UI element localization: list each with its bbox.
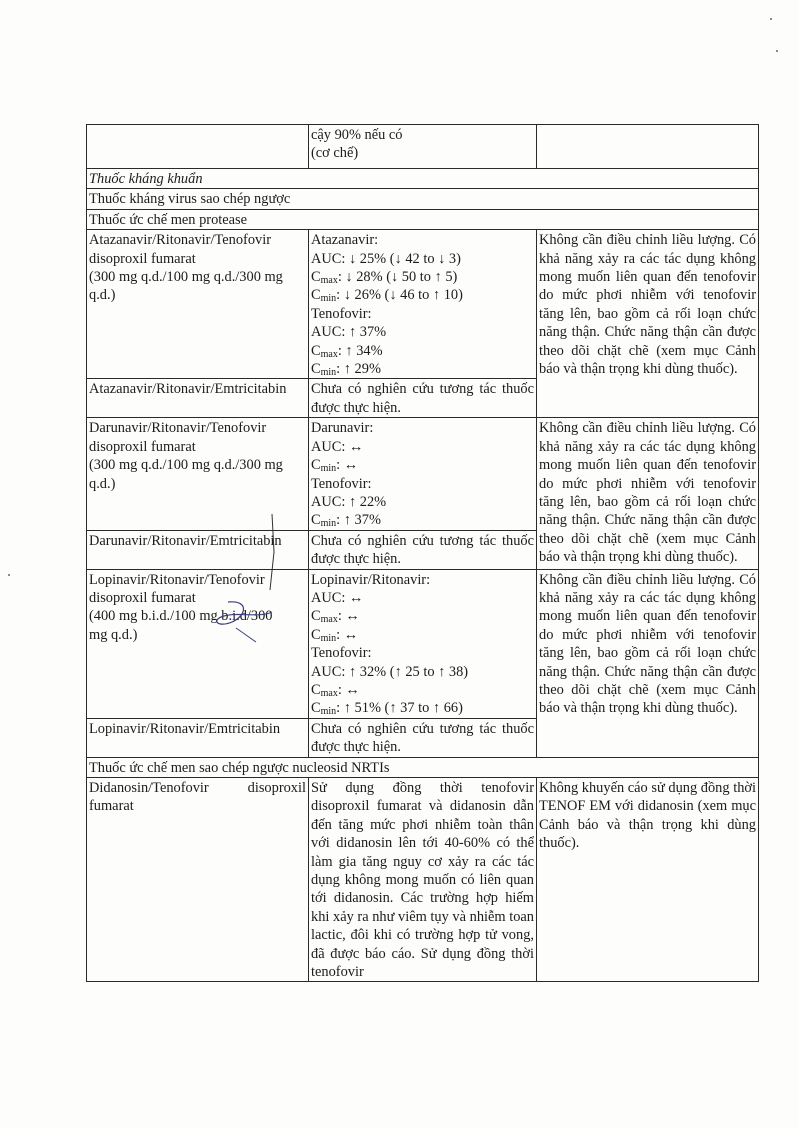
- drug-darunavir-ftc: Darunavir/Ritonavir/Emtricitabin: [87, 530, 309, 569]
- pk-subscript: min: [320, 367, 337, 379]
- pk-line: [311, 342, 534, 360]
- pk-label: Atazanavir:: [311, 232, 379, 249]
- table-row: [87, 125, 759, 169]
- table-row: [87, 778, 759, 982]
- drug-lopinavir-tdf: [87, 569, 309, 718]
- pk-label: Tenofovir:: [311, 475, 372, 492]
- section-antiviral: Thuốc kháng virus sao chép ngược: [87, 189, 759, 209]
- pk-label: Darunavir:: [311, 420, 374, 437]
- pk-line: [311, 286, 534, 304]
- section-row: [87, 757, 759, 777]
- cell-empty: [537, 125, 759, 169]
- pk-line: [311, 305, 534, 323]
- interaction-table-page: [86, 124, 758, 982]
- drug-didanosin: Didanosin/Tenofovir disoproxil fumarat: [87, 778, 309, 982]
- pk-label: AUC: [311, 663, 342, 680]
- pk-value: : ↔: [336, 626, 359, 643]
- pk-atazanavir-tdf: [309, 230, 537, 379]
- pk-line: [311, 663, 534, 681]
- pk-value: : ↑ 29%: [336, 361, 381, 378]
- table-row: [87, 230, 759, 379]
- pk-label: C: [311, 287, 321, 304]
- section-row: [87, 209, 759, 229]
- rec-didanosin: Không khuyến cáo sử dụng đồng thời TENOF EM với didanosin (xem mục Cảnh báo và thận trọng khi dùng thuốc).: [537, 778, 759, 982]
- pk-label: C: [311, 700, 321, 717]
- pk-line: [311, 438, 534, 456]
- pk-value: : ↓ 28% (↓ 50 to ↑ 5): [337, 269, 458, 286]
- scan-speck: [8, 574, 10, 576]
- pk-label: Lopinavir/Ritonavir:: [311, 571, 431, 588]
- pk-label: AUC: [311, 438, 342, 455]
- drug-atazanavir-ftc: Atazanavir/Ritonavir/Emtricitabin: [87, 379, 309, 418]
- pk-subscript: min: [320, 518, 337, 530]
- pk-subscript: max: [320, 614, 338, 626]
- text-line: mg q.d.): [89, 626, 138, 643]
- pk-subscript: max: [320, 348, 338, 360]
- section-row: [87, 189, 759, 209]
- text-line: disoproxil fumarat: [89, 250, 196, 267]
- pk-label: C: [311, 608, 321, 625]
- pk-line: [311, 475, 534, 493]
- section-antibacterial: Thuốc kháng khuẩn: [87, 169, 759, 189]
- pk-line: [311, 231, 534, 249]
- pk-darunavir-tdf: [309, 418, 537, 530]
- pk-line: [311, 250, 534, 268]
- table-row: [87, 569, 759, 718]
- pk-value: : ↔: [341, 438, 364, 455]
- pk-darunavir-ftc: Chưa có nghiên cứu tương tác thuốc được thực hiện.: [309, 530, 537, 569]
- pk-value: : ↑ 51% (↑ 37 to ↑ 66): [336, 700, 463, 717]
- cell-top-mechanism: [309, 125, 537, 169]
- text-line: disoproxil fumarat: [89, 589, 196, 606]
- pk-label: AUC: [311, 493, 342, 510]
- pk-line: [311, 360, 534, 378]
- rec-atazanavir: Không cần điều chỉnh liều lượng. Có khả năng xảy ra các tác dụng không mong muốn liên quan đến tenofovir do mức phơi nhiễm với tenofovir tăng lên, bao gồm cả rối loạn chức năng thận. Chức năng thận cần được theo dõi chặt chẽ (xem mục Cảnh báo và thận trọng khi dùng thuốc).: [537, 230, 759, 418]
- rec-lopinavir: Không cần điều chỉnh liều lượng. Có khả năng xảy ra các tác dụng không mong muốn liên quan đến tenofovir do mức phơi nhiễm với tenofovir tăng lên, bao gồm cả rối loạn chức năng thận. Chức năng thận cần được theo dõi chặt chẽ (xem mục Cảnh báo và thận trọng khi dùng thuốc).: [537, 569, 759, 757]
- text-line: (300 mg q.d./100 mg q.d./300 mg: [89, 269, 283, 286]
- pk-label: Tenofovir:: [311, 645, 372, 662]
- pk-line: [311, 268, 534, 286]
- pk-line: [311, 626, 534, 644]
- pk-subscript: max: [320, 687, 338, 699]
- pk-label: C: [311, 512, 321, 529]
- pk-label: C: [311, 457, 321, 474]
- pk-line: [311, 511, 534, 529]
- text-line: disoproxil fumarat: [89, 438, 196, 455]
- text-line: Darunavir/Ritonavir/Tenofovir: [89, 420, 267, 437]
- pk-subscript: min: [320, 293, 337, 305]
- text-line: (400 mg b.i.d./100 mg b.i.d/300: [89, 608, 273, 625]
- pk-subscript: min: [320, 706, 337, 718]
- pk-line: [311, 681, 534, 699]
- pk-atazanavir-ftc: Chưa có nghiên cứu tương tác thuốc được thực hiện.: [309, 379, 537, 418]
- pk-line: [311, 644, 534, 662]
- drug-darunavir-tdf: [87, 418, 309, 530]
- pk-value: : ↑ 34%: [337, 342, 383, 359]
- text-line: cậy 90% nếu có: [311, 127, 403, 143]
- pk-label: AUC: [311, 324, 342, 341]
- scan-speck: [770, 18, 772, 20]
- pk-label: C: [311, 269, 321, 286]
- pk-line: [311, 493, 534, 511]
- pk-value: : ↑ 37%: [341, 324, 387, 341]
- pk-label: Tenofovir:: [311, 305, 372, 322]
- drug-interaction-table: [86, 124, 759, 982]
- pk-value: : ↔: [336, 457, 359, 474]
- drug-lopinavir-ftc: Lopinavir/Ritonavir/Emtricitabin: [87, 718, 309, 757]
- pk-value: : ↔: [337, 608, 360, 625]
- section-protease: Thuốc ức chế men protease: [87, 209, 759, 229]
- cell-empty: [87, 125, 309, 169]
- pk-lopinavir-ftc: Chưa có nghiên cứu tương tác thuốc được thực hiện.: [309, 718, 537, 757]
- pk-label: C: [311, 342, 321, 359]
- pk-lopinavir-tdf: [309, 569, 537, 718]
- pk-value: : ↑ 37%: [336, 512, 381, 529]
- pk-label: C: [311, 361, 321, 378]
- pk-label: AUC: [311, 589, 342, 606]
- pk-value: : ↓ 25% (↓ 42 to ↓ 3): [341, 250, 461, 267]
- text-line: (300 mg q.d./100 mg q.d./300 mg: [89, 457, 283, 474]
- table-row: [87, 418, 759, 530]
- pk-line: [311, 323, 534, 341]
- pk-line: [311, 419, 534, 437]
- text-line: (cơ chế): [311, 145, 359, 162]
- section-row: [87, 169, 759, 189]
- text-line: q.d.): [89, 475, 116, 492]
- section-nrti: Thuốc ức chế men sao chép ngược nucleosid NRTIs: [87, 757, 759, 777]
- pk-value: : ↑ 22%: [341, 493, 387, 510]
- pk-line: [311, 456, 534, 474]
- pk-line: [311, 589, 534, 607]
- pk-label: AUC: [311, 250, 342, 267]
- rec-darunavir: Không cần điều chỉnh liều lượng. Có khả năng xảy ra các tác dụng không mong muốn liên quan đến tenofovir do mức phơi nhiễm với tenofovir tăng lên, bao gồm cả rối loạn chức năng thận. Chức năng thận cần được theo dõi chặt chẽ (xem mục Cảnh báo và thận trọng khi dùng thuốc).: [537, 418, 759, 569]
- pk-value: : ↓ 26% (↓ 46 to ↑ 10): [336, 287, 463, 304]
- pk-subscript: min: [320, 632, 337, 644]
- pk-value: : ↔: [341, 589, 364, 606]
- text-line: Lopinavir/Ritonavir/Tenofovir: [89, 571, 265, 588]
- pk-value: : ↔: [337, 681, 360, 698]
- text-line: Atazanavir/Ritonavir/Tenofovir: [89, 232, 272, 249]
- drug-atazanavir-tdf: [87, 230, 309, 379]
- pk-subscript: min: [320, 463, 337, 475]
- pk-subscript: max: [320, 275, 338, 287]
- text-line: q.d.): [89, 287, 116, 304]
- scan-speck: [776, 50, 778, 52]
- pk-value: : ↑ 32% (↑ 25 to ↑ 38): [341, 663, 469, 680]
- pk-label: C: [311, 681, 321, 698]
- pk-line: [311, 607, 534, 625]
- pk-didanosin: Sử dụng đồng thời tenofovir disoproxil fumarat và didanosin dẫn đến tăng mức phơi nhiễm toàn thân với didanosin lên tới 40-60% có thể làm gia tăng nguy cơ xảy ra các tác dụng không mong muốn có liên quan tới didanosin. Các trường hợp hiếm khi xảy ra như viêm tụy và nhiễm toan lactic, đôi khi có trường hợp tử vong, đã được báo cáo. Sử dụng đồng thời tenofovir: [309, 778, 537, 982]
- pk-line: [311, 699, 534, 717]
- pk-label: C: [311, 626, 321, 643]
- pk-line: [311, 571, 534, 589]
